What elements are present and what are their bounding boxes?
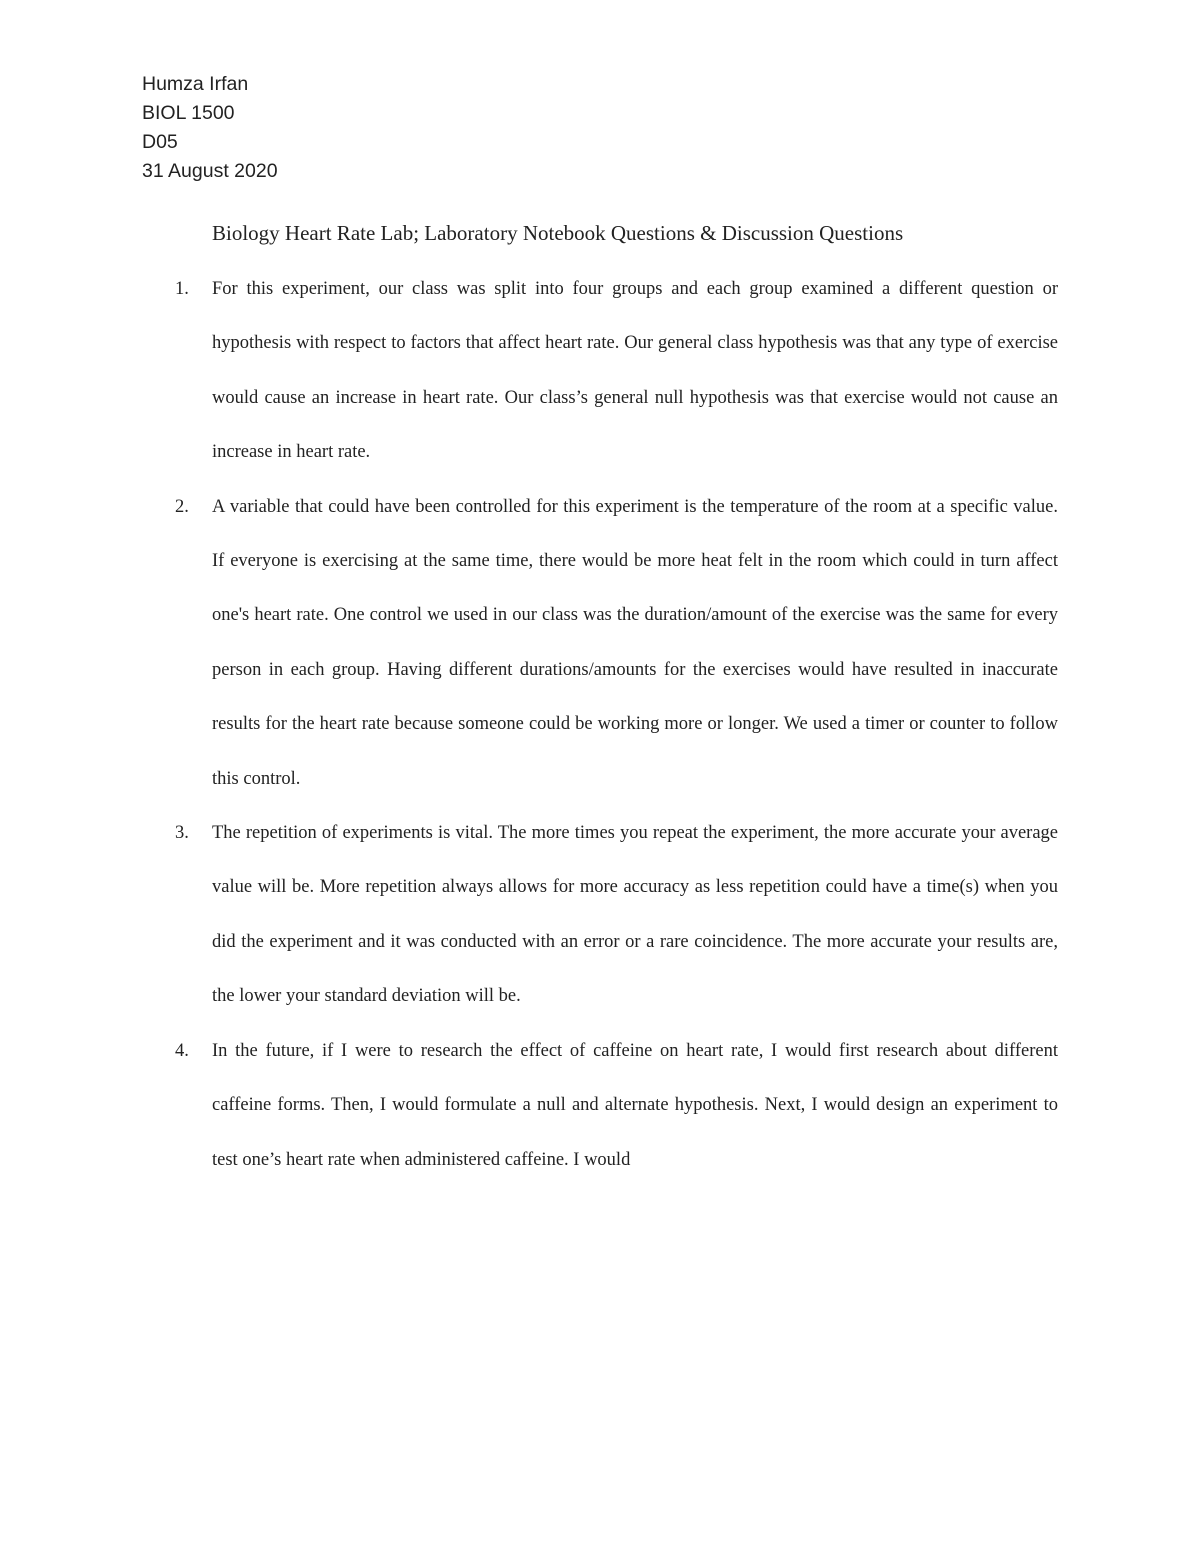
answer-text: The repetition of experiments is vital. The more times you repeat the experiment, the more accurate your average value will be. More repetition always allows for more accuracy as less repetition could have a time(s) when you did the experiment and it was conducted with an error or a rare coincidence. The more accurate your results are, the lower your standard deviation will be. xyxy=(212,823,1058,1007)
answer-list xyxy=(142,262,1058,1187)
answer-number: 2. xyxy=(175,496,189,517)
answer-number: 4. xyxy=(175,1040,189,1061)
section-code: D05 xyxy=(142,131,178,153)
answer-item-2 xyxy=(142,480,1058,806)
student-header xyxy=(142,70,278,186)
answer-text: For this experiment, our class was split into four groups and each group examined a different question or hypothesis with respect to factors that affect heart rate. Our general class hypothesis was that any type of exercise would cause an increase in heart rate. Our class’s general null hypothesis was that exercise would not cause an increase in heart rate. xyxy=(212,279,1058,463)
answer-item-4 xyxy=(142,1024,1058,1187)
answer-number: 3. xyxy=(175,823,189,844)
document-title: Biology Heart Rate Lab; Laboratory Notebook Questions & Discussion Questions xyxy=(212,221,904,245)
student-name: Humza Irfan xyxy=(142,73,249,95)
course-code: BIOL 1500 xyxy=(142,102,235,124)
answer-text: A variable that could have been controlled for this experiment is the temperature of the room at a specific value. If everyone is exercising at the same time, there would be more heat felt in the room which could in turn affect one's heart rate. One control we used in our class was the duration/amount of the exercise was the same for every person in each group. Having different durations/amounts for the exercises would have resulted in inaccurate results for the heart rate because someone could be working more or longer. We used a timer or counter to follow this control. xyxy=(212,496,1058,789)
answer-item-1 xyxy=(142,262,1058,480)
submission-date: 31 August 2020 xyxy=(142,160,278,182)
answer-number: 1. xyxy=(175,279,189,299)
answer-text: In the future, if I were to research the effect of caffeine on heart rate, I would first research about different caffeine forms. Then, I would formulate a null and alternate hypothesis. Next, I would design an experiment to test one’s heart rate when administered caffeine. I would xyxy=(212,1040,1058,1170)
answer-item-3 xyxy=(142,806,1058,1024)
